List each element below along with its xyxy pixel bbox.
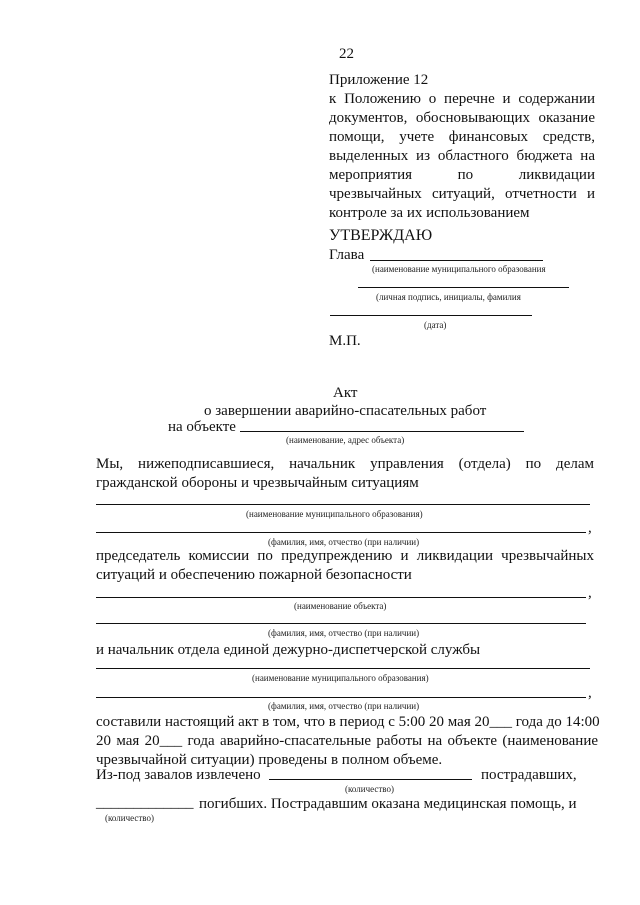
- rubble-count-line[interactable]: [269, 779, 472, 780]
- head-name-line[interactable]: [370, 260, 543, 261]
- rubble-suffix: пострадавших,: [481, 767, 577, 783]
- hint-municipality-2: (наименование муниципального образования): [252, 673, 429, 683]
- appendix-text: [329, 90, 595, 223]
- act-line: чрезвычайной ситуации) проведены в полном объеме.: [96, 752, 443, 768]
- dead-text: погибших. Пострадавшим оказана медицинская помощь, и: [199, 796, 577, 812]
- appendix-title: Приложение 12: [329, 72, 429, 88]
- act-line: 20 мая 20___ года аварийно-спасательные работы на объекте (наименование: [96, 733, 598, 749]
- intro-line: гражданской обороны и чрезвычайным ситуациям: [96, 475, 419, 491]
- approval-heading: УТВЕРЖДАЮ: [329, 227, 433, 244]
- object-label: на объекте: [168, 419, 236, 435]
- dead-count-blank[interactable]: _____________: [96, 795, 194, 811]
- hint-object: (наименование объекта): [294, 601, 387, 611]
- fio-line-1[interactable]: [96, 532, 586, 533]
- object-hint: (наименование, адрес объекта): [286, 435, 405, 445]
- appendix-line: выделенных из областного бюджета на: [329, 148, 595, 164]
- fio-line-3[interactable]: [96, 697, 586, 698]
- appendix-line: контроле за их использованием: [329, 205, 530, 221]
- municipality-line-1[interactable]: [96, 504, 590, 505]
- municipality-line-2[interactable]: [96, 668, 590, 669]
- chair-line: председатель комиссии по предупреждению и ликвидации чрезвычайных: [96, 548, 594, 564]
- hint-fio-2: (фамилия, имя, отчество (при наличии): [268, 628, 420, 638]
- act-paragraph: [96, 713, 598, 770]
- comma: ,: [588, 685, 592, 701]
- comma: ,: [588, 585, 592, 601]
- hint-date: (дата): [424, 320, 447, 330]
- hint-fio-3: (фамилия, имя, отчество (при наличии): [268, 701, 420, 711]
- stamp-label: М.П.: [329, 333, 361, 349]
- rubble-label: Из-под завалов извлечено: [96, 767, 261, 783]
- intro-line: Мы, нижеподписавшиеся, начальник управления (отдела) по делам: [96, 456, 594, 472]
- object-line[interactable]: [240, 431, 524, 432]
- act-title: Акт: [333, 385, 358, 401]
- hint-municipality: (наименование муниципального образования: [372, 264, 546, 274]
- hint-fio-1: (фамилия, имя, отчество (при наличии): [268, 537, 420, 547]
- appendix-line: к Положению о перечне и содержании: [329, 91, 595, 107]
- appendix-line: чрезвычайных ситуаций, отчетности и: [329, 186, 595, 202]
- approval-head-label: Глава: [329, 247, 365, 263]
- comma: ,: [588, 520, 592, 536]
- hint-count-2: (количество): [105, 813, 154, 823]
- fio-line-2[interactable]: [96, 623, 586, 624]
- object-name-line[interactable]: [96, 597, 586, 598]
- hint-count-1: (количество): [345, 784, 394, 794]
- hint-municipality-1: (наименование муниципального образования): [246, 509, 423, 519]
- signature-line[interactable]: [358, 287, 569, 288]
- intro-paragraph: [96, 455, 594, 493]
- chair-line: ситуаций и обеспечению пожарной безопасности: [96, 567, 412, 583]
- page-number: 22: [339, 46, 354, 62]
- act-line: составили настоящий акт в том, что в период с 5:00 20 мая 20___ года до 14:00: [96, 714, 600, 730]
- appendix-line: мероприятия по ликвидации: [329, 167, 595, 183]
- duty-line: и начальник отдела единой дежурно-диспетчерской службы: [96, 642, 481, 658]
- date-line[interactable]: [330, 315, 532, 316]
- appendix-line: документов, обосновывающих оказание: [329, 110, 595, 126]
- hint-signature: (личная подпись, инициалы, фамилия: [376, 292, 521, 302]
- appendix-line: помощи, учете финансовых средств,: [329, 129, 595, 145]
- act-subtitle: о завершении аварийно-спасательных работ: [204, 403, 487, 419]
- chair-paragraph: [96, 547, 594, 585]
